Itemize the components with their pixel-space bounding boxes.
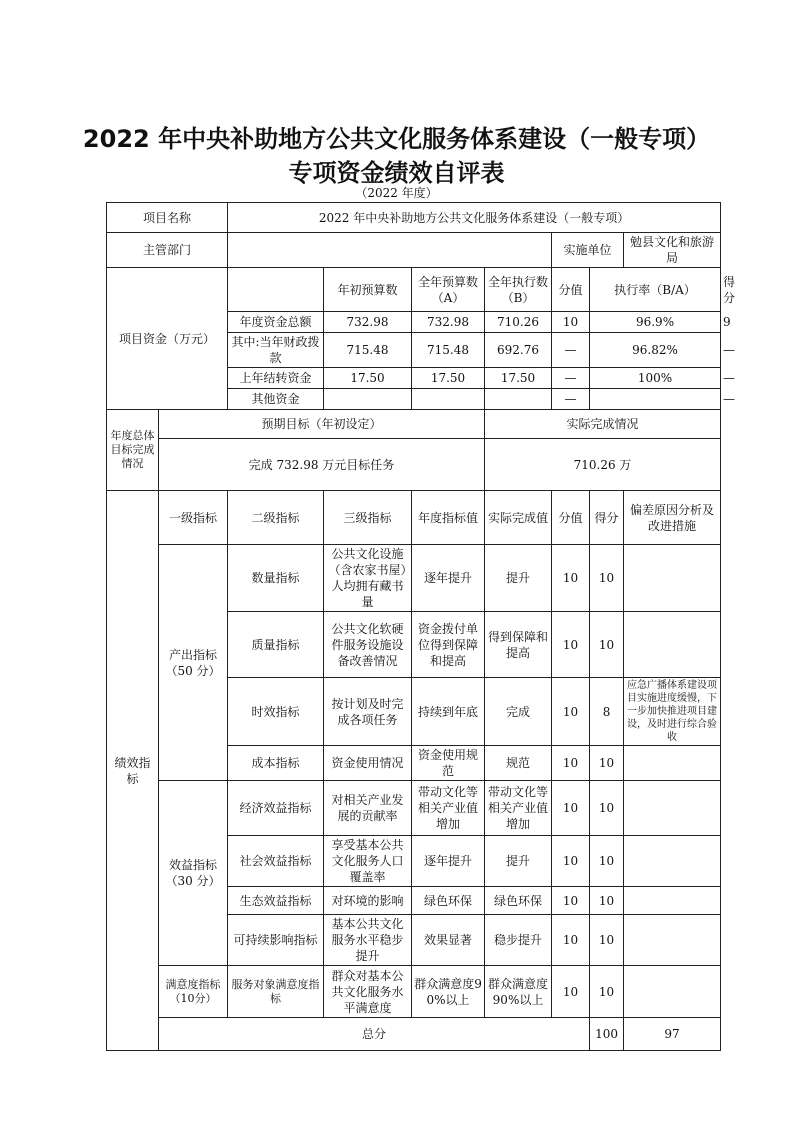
score-obtained: 8 bbox=[590, 678, 624, 746]
l3-indicator: 公共文化软硬件服务设施设备改善情况 bbox=[324, 612, 412, 678]
goals-expected-label: 预期目标（年初设定） bbox=[159, 410, 485, 439]
actual-value: 稳步提升 bbox=[485, 915, 552, 966]
table-row: 年度资金总额 732.98 732.98 710.26 10 96.9% 9 bbox=[107, 312, 721, 333]
total-label: 总分 bbox=[159, 1018, 590, 1051]
funds-row-name: 年度资金总额 bbox=[228, 312, 324, 333]
funds-header: 年初预算数 bbox=[324, 268, 412, 312]
table-row: 上年结转资金 17.50 17.50 17.50 — 100% — bbox=[107, 368, 721, 389]
funds-header: 分值 bbox=[552, 268, 590, 312]
l2-indicator: 可持续影响指标 bbox=[228, 915, 324, 966]
note bbox=[624, 746, 721, 781]
l2-indicator: 数量指标 bbox=[228, 545, 324, 612]
funds-cell: — bbox=[552, 389, 590, 410]
goals-expected-value: 完成 732.98 万元目标任务 bbox=[159, 439, 485, 491]
l3-indicator: 资金使用情况 bbox=[324, 746, 412, 781]
funds-label: 项目资金（万元） bbox=[107, 268, 228, 410]
funds-header: 执行率（B/A） bbox=[590, 268, 721, 312]
funds-row-name: 其他资金 bbox=[228, 389, 324, 410]
note bbox=[624, 545, 721, 612]
l3-indicator: 基本公共文化服务水平稳步提升 bbox=[324, 915, 412, 966]
funds-row-name: 上年结转资金 bbox=[228, 368, 324, 389]
funds-cell bbox=[412, 389, 485, 410]
actual-value: 绿色环保 bbox=[485, 887, 552, 915]
total-value: 100 bbox=[590, 1018, 624, 1051]
perf-header: 实际完成值 bbox=[485, 491, 552, 545]
perf-header: 一级指标 bbox=[159, 491, 228, 545]
score-value: 10 bbox=[552, 915, 590, 966]
funds-header: 全年执行数（B） bbox=[485, 268, 552, 312]
score-obtained: 10 bbox=[590, 966, 624, 1018]
actual-value: 带动文化等相关产业值增加 bbox=[485, 781, 552, 836]
target-value: 资金拨付单位得到保障和提高 bbox=[412, 612, 485, 678]
l2-indicator: 生态效益指标 bbox=[228, 887, 324, 915]
target-value: 逐年提升 bbox=[412, 836, 485, 887]
table-row bbox=[107, 966, 721, 1018]
table-row bbox=[107, 233, 721, 268]
perf-header: 分值 bbox=[552, 491, 590, 545]
funds-cell bbox=[485, 389, 552, 410]
funds-cell: 96.82% bbox=[590, 333, 721, 368]
dept-value bbox=[228, 233, 552, 268]
funds-cell: 715.48 bbox=[324, 333, 412, 368]
perf-header: 偏差原因分析及改进措施 bbox=[624, 491, 721, 545]
score-obtained: 10 bbox=[590, 887, 624, 915]
table-row bbox=[107, 491, 721, 545]
funds-cell: — bbox=[552, 368, 590, 389]
funds-cell: 17.50 bbox=[324, 368, 412, 389]
satisfaction-label: 满意度指标（10分） bbox=[159, 966, 228, 1018]
target-value: 逐年提升 bbox=[412, 545, 485, 612]
actual-value: 提升 bbox=[485, 545, 552, 612]
table-row bbox=[107, 781, 721, 836]
funds-cell: 17.50 bbox=[412, 368, 485, 389]
note bbox=[624, 915, 721, 966]
target-value: 群众满意度90%以上 bbox=[412, 966, 485, 1018]
funds-cell: 710.26 bbox=[485, 312, 552, 333]
target-value: 持续到年底 bbox=[412, 678, 485, 746]
actual-value: 完成 bbox=[485, 678, 552, 746]
funds-cell: 732.98 bbox=[324, 312, 412, 333]
score-value: 10 bbox=[552, 781, 590, 836]
table-row bbox=[107, 545, 721, 612]
actual-value: 提升 bbox=[485, 836, 552, 887]
note bbox=[624, 887, 721, 915]
score-value: 10 bbox=[552, 746, 590, 781]
table-row: 其中:当年财政拨款 715.48 715.48 692.76 — 96.82% — bbox=[107, 333, 721, 368]
l2-indicator: 社会效益指标 bbox=[228, 836, 324, 887]
funds-cell: 692.76 bbox=[485, 333, 552, 368]
impl-label: 实施单位 bbox=[552, 233, 624, 268]
l2-indicator: 服务对象满意度指标 bbox=[228, 966, 324, 1018]
table-row: 其他资金 — — bbox=[107, 389, 721, 410]
perf-label: 绩效指标 bbox=[107, 491, 159, 1051]
target-value: 效果显著 bbox=[412, 915, 485, 966]
l2-indicator: 质量指标 bbox=[228, 612, 324, 678]
l2-indicator: 成本指标 bbox=[228, 746, 324, 781]
target-value: 绿色环保 bbox=[412, 887, 485, 915]
note bbox=[624, 612, 721, 678]
score-obtained: 10 bbox=[590, 612, 624, 678]
benefit-label: 效益指标（30 分） bbox=[159, 781, 228, 966]
funds-cell: 100% bbox=[590, 368, 721, 389]
score-obtained: 10 bbox=[590, 836, 624, 887]
funds-cell: — bbox=[552, 333, 590, 368]
score-obtained: 10 bbox=[590, 746, 624, 781]
funds-cell: 715.48 bbox=[412, 333, 485, 368]
l2-indicator: 时效指标 bbox=[228, 678, 324, 746]
table-row: 项目资金（万元） 年初预算数 全年预算数（A） 全年执行数（B） 分值 执行率（B/A） 得分 bbox=[107, 268, 721, 312]
target-value: 资金使用规范 bbox=[412, 746, 485, 781]
table-row bbox=[107, 439, 721, 491]
actual-value: 得到保障和提高 bbox=[485, 612, 552, 678]
funds-cell: 732.98 bbox=[412, 312, 485, 333]
funds-cell: 10 bbox=[552, 312, 590, 333]
page-title: 2022 年中央补助地方公共文化服务体系建设（一般专项） bbox=[82, 125, 711, 153]
goals-actual-value: 710.26 万 bbox=[485, 439, 721, 491]
target-value: 带动文化等相关产业值增加 bbox=[412, 781, 485, 836]
score-obtained: 10 bbox=[590, 545, 624, 612]
l2-indicator: 经济效益指标 bbox=[228, 781, 324, 836]
goals-actual-label: 实际完成情况 bbox=[485, 410, 721, 439]
l3-indicator: 对相关产业发展的贡献率 bbox=[324, 781, 412, 836]
l3-indicator: 享受基本公共文化服务人口覆盖率 bbox=[324, 836, 412, 887]
l3-indicator: 对环境的影响 bbox=[324, 887, 412, 915]
score-obtained: 10 bbox=[590, 915, 624, 966]
table-row bbox=[107, 203, 721, 233]
funds-cell bbox=[590, 389, 721, 410]
score-value: 10 bbox=[552, 545, 590, 612]
dept-label: 主管部门 bbox=[107, 233, 228, 268]
l3-indicator: 按计划及时完成各项任务 bbox=[324, 678, 412, 746]
table-row bbox=[107, 410, 721, 439]
perf-header: 得分 bbox=[590, 491, 624, 545]
funds-cell: 17.50 bbox=[485, 368, 552, 389]
score-value: 10 bbox=[552, 678, 590, 746]
year-label: （2022 年度） bbox=[355, 186, 438, 200]
score-obtained: 10 bbox=[590, 781, 624, 836]
l3-indicator: 公共文化设施（含农家书屋）人均拥有藏书量 bbox=[324, 545, 412, 612]
perf-header: 三级指标 bbox=[324, 491, 412, 545]
goals-label: 年度总体目标完成情况 bbox=[107, 410, 159, 491]
total-score: 97 bbox=[624, 1018, 721, 1051]
funds-cell: 96.9% bbox=[590, 312, 721, 333]
funds-cell bbox=[324, 389, 412, 410]
output-label: 产出指标（50 分） bbox=[159, 545, 228, 781]
page-subtitle: 专项资金绩效自评表 bbox=[288, 159, 505, 187]
note bbox=[624, 966, 721, 1018]
note: 应急广播体系建设项目实施进度缓慢，下一步加快推进项目建设，及时进行综合验收 bbox=[624, 678, 721, 746]
perf-header: 年度指标值 bbox=[412, 491, 485, 545]
score-value: 10 bbox=[552, 612, 590, 678]
funds-header-blank bbox=[228, 268, 324, 312]
project-name-value: 2022 年中央补助地方公共文化服务体系建设（一般专项） bbox=[228, 203, 721, 233]
score-value: 10 bbox=[552, 887, 590, 915]
actual-value: 规范 bbox=[485, 746, 552, 781]
table-row bbox=[107, 1018, 721, 1051]
perf-header: 二级指标 bbox=[228, 491, 324, 545]
impl-value: 勉县文化和旅游局 bbox=[624, 233, 721, 268]
project-name-label: 项目名称 bbox=[107, 203, 228, 233]
funds-header: 全年预算数（A） bbox=[412, 268, 485, 312]
score-value: 10 bbox=[552, 836, 590, 887]
funds-row-name: 其中:当年财政拨款 bbox=[228, 333, 324, 368]
evaluation-table bbox=[106, 202, 736, 1051]
score-value: 10 bbox=[552, 966, 590, 1018]
l3-indicator: 群众对基本公共文化服务水平满意度 bbox=[324, 966, 412, 1018]
note bbox=[624, 836, 721, 887]
actual-value: 群众满意度 90%以上 bbox=[485, 966, 552, 1018]
note bbox=[624, 781, 721, 836]
